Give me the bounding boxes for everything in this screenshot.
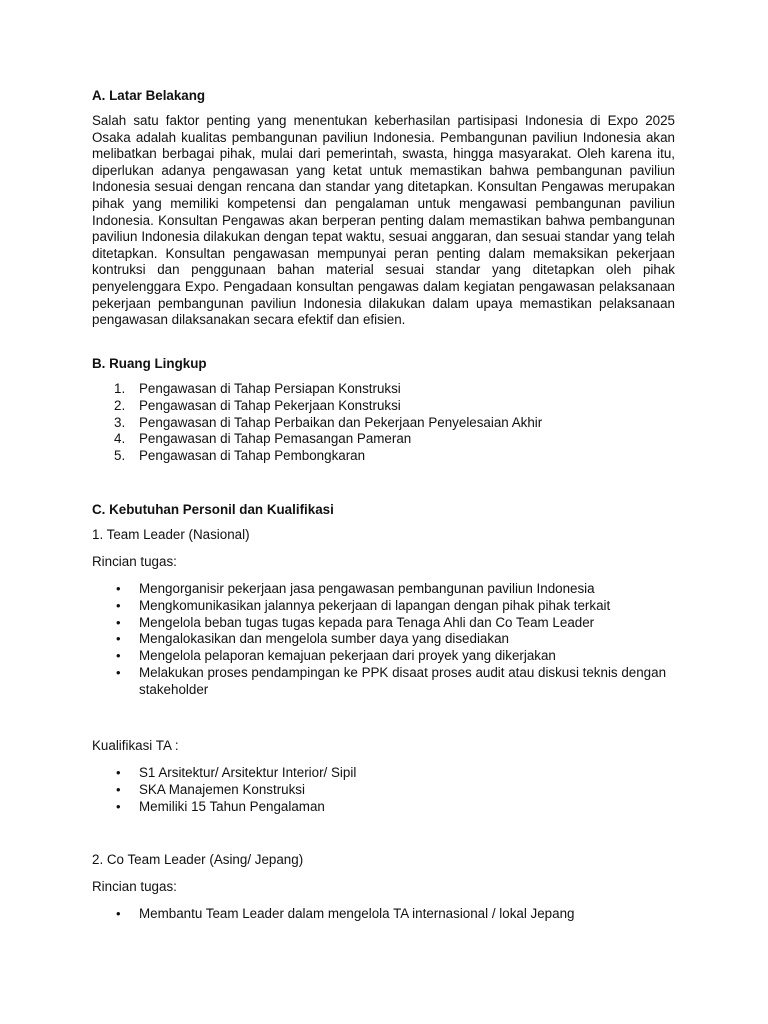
- list-item: [92, 799, 356, 816]
- section-a-heading: A. Latar Belakang: [92, 88, 206, 103]
- list-item-text: Pengawasan di Tahap Pembongkaran: [139, 448, 366, 464]
- list-number: 4.: [114, 431, 126, 447]
- bullet-icon: •: [116, 798, 121, 814]
- list-item-text: Pengawasan di Tahap Pemasangan Pameran: [139, 431, 412, 447]
- bullet-icon: •: [116, 781, 121, 797]
- bullet-icon: •: [116, 581, 121, 596]
- list-item: [92, 631, 699, 648]
- bullet-icon: •: [116, 906, 121, 921]
- list-item: [92, 906, 574, 923]
- qualification-label: Kualifikasi TA :: [92, 738, 179, 753]
- qualification-list: [92, 765, 356, 815]
- list-item-text: Pengawasan di Tahap Perbaikan dan Pekerjaan Penyelesaian Akhir: [139, 414, 543, 430]
- list-item: [92, 415, 542, 432]
- co-team-leader-tasks-label: Rincian tugas:: [92, 879, 177, 894]
- list-item: [92, 782, 356, 799]
- list-number: 3.: [114, 414, 126, 430]
- list-item: [92, 581, 699, 598]
- list-item: [92, 765, 356, 782]
- list-item: [92, 448, 542, 465]
- bullet-icon: •: [116, 631, 121, 647]
- list-item-text: Melakukan proses pendampingan ke PPK disaat proses audit atau diskusi teknis dengan stakeholder: [139, 664, 667, 697]
- list-number: 2.: [114, 397, 126, 413]
- list-item-text: Mengkomunikasikan jalannya pekerjaan di lapangan dengan pihak pihak terkait: [139, 597, 611, 613]
- bullet-icon: •: [116, 614, 121, 630]
- co-team-leader-task-list: [92, 906, 574, 923]
- list-number: 5.: [114, 448, 126, 464]
- team-leader-tasks-label: Rincian tugas:: [92, 554, 177, 569]
- list-item-text: Mengelola pelaporan kemajuan pekerjaan dari proyek yang dikerjakan: [139, 648, 556, 664]
- co-team-leader-title: 2. Co Team Leader (Asing/ Jepang): [92, 852, 304, 867]
- list-item-text: S1 Arsitektur/ Arsitektur Interior/ Sipil: [139, 765, 357, 780]
- list-item: [92, 598, 699, 615]
- list-item: [92, 431, 542, 448]
- list-item-text: Pengawasan di Tahap Pekerjaan Konstruksi: [139, 397, 401, 413]
- background-paragraph: Salah satu faktor penting yang menentukan keberhasilan partisipasi Indonesia di Expo 2025 Osaka adalah kualitas pembangunan paviliun Indonesia. Pembangunan paviliun Indonesia akan melibatkan berbagai pihak, mulai dari pemerintah, swasta, hingga masyarakat. Oleh karena itu, diperlukan adanya pengawasan yang ketat untuk memastikan bahwa pembangunan paviliun Indonesia sesuai dengan rencana dan standar yang ditetapkan. Konsultan Pengawas merupakan pihak yang memiliki kompetensi dan pengalaman untuk mengawasi pembangunan paviliun Indonesia. Konsultan Pengawas akan berperan penting dalam memastikan bahwa pembangunan paviliun Indonesia dilakukan dengan tepat waktu, sesuai anggaran, dan sesuai standar yang telah ditetapkan. Konsultan pengawasan mempunyai peran penting dalam memaksikan pekerjaan kontruksi dan penggunaan bahan material sesuai standar yang ditetapkan oleh pihak penyelenggara Expo. Pengadaan konsultan pengawas dalam kegiatan pengawasan pelaksanaan pekerjaan pembangunan paviliun Indonesia dilakukan dalam upaya memastikan pelaksanaan pengawasan dilaksanakan secara efektif dan efisien.: [92, 113, 675, 328]
- list-item-text: Pengawasan di Tahap Persiapan Konstruksi: [139, 381, 401, 396]
- list-number: 1.: [114, 381, 126, 396]
- list-item-text: Memiliki 15 Tahun Pengalaman: [139, 798, 325, 814]
- section-c-heading: C. Kebutuhan Personil dan Kualifikasi: [92, 502, 334, 517]
- list-item: [92, 665, 699, 698]
- bullet-icon: •: [116, 597, 121, 613]
- list-item-text: Mengalokasikan dan mengelola sumber daya yang disediakan: [139, 631, 509, 647]
- bullet-icon: •: [116, 664, 121, 680]
- list-item: [92, 615, 699, 632]
- team-leader-title: 1. Team Leader (Nasional): [92, 527, 250, 542]
- list-item: [92, 398, 542, 415]
- list-item-text: Mengelola beban tugas tugas kepada para Tenaga Ahli dan Co Team Leader: [139, 614, 595, 630]
- section-b-heading: B. Ruang Lingkup: [92, 356, 207, 371]
- team-leader-task-list: [92, 581, 699, 698]
- list-item-text: Membantu Team Leader dalam mengelola TA internasional / lokal Jepang: [139, 906, 575, 921]
- list-item-text: Mengorganisir pekerjaan jasa pengawasan pembangunan paviliun Indonesia: [139, 581, 595, 596]
- bullet-icon: •: [116, 765, 121, 780]
- bullet-icon: •: [116, 648, 121, 664]
- scope-list: [92, 381, 542, 465]
- list-item: [92, 648, 699, 665]
- list-item-text: SKA Manajemen Konstruksi: [139, 781, 305, 797]
- list-item: [92, 381, 542, 398]
